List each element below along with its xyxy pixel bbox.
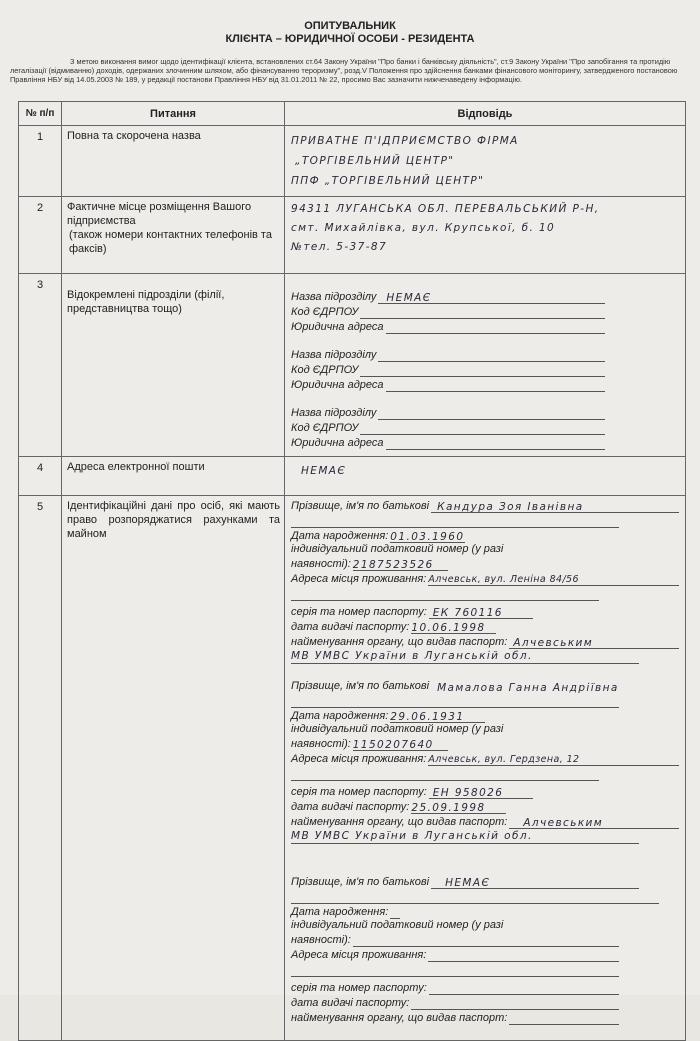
subdivision-address-field[interactable] xyxy=(386,437,605,450)
authorized-person xyxy=(291,678,679,844)
underline xyxy=(291,962,619,977)
table-row xyxy=(19,457,686,496)
subdivision-name-value[interactable]: НЕМАЄ xyxy=(378,291,605,304)
field-label: Назва підрозділу xyxy=(291,407,377,419)
person-dob-value[interactable]: 01.03.1960 xyxy=(390,531,465,543)
field-label: Назва підрозділу xyxy=(291,291,377,303)
person-passport-value[interactable]: ЕК 760116 xyxy=(429,606,533,619)
person-address-value[interactable]: Алчевськ, вул. Гердзена, 12 xyxy=(428,753,679,766)
field-label: Назва підрозділу xyxy=(291,349,377,361)
subdivision-code-field[interactable] xyxy=(360,306,605,319)
row-number: 2 xyxy=(19,197,62,274)
question-text: Адреса електронної пошти xyxy=(62,457,285,496)
field-label: Прізвище, ім'я по батькові xyxy=(291,876,430,888)
underline xyxy=(291,766,599,781)
field-label: дата видачі паспорту: xyxy=(291,801,410,813)
field-label: Юридична адреса xyxy=(291,379,384,391)
answer-line: „ТОРГІВЕЛЬНИЙ ЦЕНТР" xyxy=(295,155,455,167)
answer-line: 94311 ЛУГАНСЬКА ОБЛ. ПЕРЕВАЛЬСЬКИЙ Р-Н, xyxy=(291,203,600,215)
field-label: Прізвище, ім'я по батькові xyxy=(291,680,430,692)
subdivision-block xyxy=(291,405,605,450)
answer-line: смт. Михайлівка, вул. Крупської, б. 10 xyxy=(291,222,556,234)
header-answer: Відповідь xyxy=(285,102,686,126)
person-dob-field[interactable] xyxy=(390,906,400,919)
subdivision-address-field[interactable] xyxy=(386,379,605,392)
field-label: наявності): xyxy=(291,738,351,750)
row-number: 1 xyxy=(19,126,62,197)
answer-cell xyxy=(285,496,686,1041)
person-issue-date-field[interactable] xyxy=(411,997,619,1010)
person-address-value[interactable]: Алчевськ, вул. Леніна 84/56 xyxy=(428,573,679,586)
field-label: Дата народження: xyxy=(291,710,389,722)
answer-cell xyxy=(285,126,686,197)
row-number: 3 xyxy=(19,274,62,457)
question-text: Ідентифікаційні дані про осіб, які мають право розпоряджатися рахунками та майном xyxy=(62,496,285,1041)
field-label: найменування органу, що видав паспорт: xyxy=(291,816,508,828)
field-label: Адреса місця проживання: xyxy=(291,573,427,585)
field-label: індивідуальний податковий номер (у разі xyxy=(291,723,504,735)
underline xyxy=(291,586,599,601)
person-name-value[interactable]: Мамалова Ганна Андріївна xyxy=(437,682,619,694)
answer-cell xyxy=(285,457,686,496)
intro-text xyxy=(10,57,692,84)
answer-line: ППФ „ТОРГІВЕЛЬНИЙ ЦЕНТР" xyxy=(291,175,485,187)
person-tax-field[interactable] xyxy=(353,934,619,947)
table-row xyxy=(19,126,686,197)
person-issuer-line2[interactable]: МВ УМВС України в Луганській обл. xyxy=(291,649,639,664)
table-row xyxy=(19,496,686,1041)
subdivision-name-field[interactable] xyxy=(378,407,605,420)
table-header-row xyxy=(19,102,686,126)
subdivision-address-field[interactable] xyxy=(386,321,605,334)
field-label: Код ЄДРПОУ xyxy=(291,422,359,434)
row-number: 4 xyxy=(19,457,62,496)
field-label: Дата народження: xyxy=(291,530,389,542)
person-issue-date-value[interactable]: 10.06.1998 xyxy=(411,621,496,634)
person-name-value[interactable]: НЕМАЄ xyxy=(431,876,639,889)
person-tax-value[interactable]: 2187523526 xyxy=(353,558,448,571)
email-answer: НЕМАЄ xyxy=(301,465,347,477)
field-label: серія та номер паспорту: xyxy=(291,606,427,618)
row-number: 5 xyxy=(19,496,62,1041)
field-label: найменування органу, що видав паспорт: xyxy=(291,1012,508,1024)
field-label: наявності): xyxy=(291,558,351,570)
table-row xyxy=(19,274,686,457)
question-text: Фактичне місце розміщення Вашого підприємства xyxy=(67,201,252,227)
underline xyxy=(291,693,619,708)
header-question: Питання xyxy=(62,102,285,126)
field-label: Адреса місця проживання: xyxy=(291,949,427,961)
question-text: Повна та скорочена назва xyxy=(62,126,285,197)
answer-cell xyxy=(285,274,686,457)
person-dob-value[interactable]: 29.06.1931 xyxy=(390,710,485,723)
field-label: Код ЄДРПОУ xyxy=(291,306,359,318)
field-label: індивідуальний податковий номер (у разі xyxy=(291,543,504,555)
field-label: серія та номер паспорту: xyxy=(291,786,427,798)
field-label: серія та номер паспорту: xyxy=(291,982,427,994)
person-name-value[interactable]: Кандура Зоя Іванівна xyxy=(431,500,679,513)
underline xyxy=(291,513,619,528)
field-label: дата видачі паспорту: xyxy=(291,621,410,633)
person-issuer-value[interactable]: Алчевським xyxy=(509,636,679,649)
question-note: (також номери контактних телефонів та факсів) xyxy=(69,229,272,255)
question-cell xyxy=(62,197,285,274)
question-text: Відокремлені підрозділи (філії, представництва тощо) xyxy=(62,274,285,457)
person-issue-date-value[interactable]: 25.09.1998 xyxy=(411,801,506,814)
answer-line: ПРИВАТНЕ П'ІДПРИЄМСТВО ФІРМА xyxy=(291,135,519,147)
field-label: Прізвище, ім'я по батькові xyxy=(291,500,430,512)
person-passport-field[interactable] xyxy=(429,982,619,995)
person-issuer-field[interactable] xyxy=(509,1012,619,1025)
field-label: наявності): xyxy=(291,934,351,946)
title-line-1: ОПИТУВАЛЬНИК xyxy=(304,20,396,32)
underline xyxy=(291,889,659,904)
intro-paragraph: З метою виконання вимог щодо ідентифікації клієнта, встановлених ст.64 Закону України "Про банки і банківську діяльність", ст.9 Закону України "Про запобігання та протидію легалізації (відмиванню) доходів, одержаних злочинним шляхом, або фінансуванню тероризму", розд.V Положення про здійснення банками фінансового моніторингу, затвердженого постановою Правління НБУ від 14.05.2003 № 189, у редакції постанови Правління НБУ від 31.01.2011 № 22, просимо Вас зазначити нижченаведену інформацію. xyxy=(10,57,678,84)
person-issuer-value[interactable]: Алчевським xyxy=(509,816,679,829)
subdivision-code-field[interactable] xyxy=(360,364,605,377)
field-label: Юридична адреса xyxy=(291,437,384,449)
answer-line: №тел. 5-37-87 xyxy=(291,241,388,253)
authorized-person xyxy=(291,498,679,664)
person-tax-value[interactable]: 1150207640 xyxy=(353,738,448,751)
person-address-field[interactable] xyxy=(428,949,619,962)
field-label: індивідуальний податковий номер (у разі xyxy=(291,919,504,931)
answer-cell xyxy=(285,197,686,274)
subdivision-name-field[interactable] xyxy=(378,349,605,362)
field-label: найменування органу, що видав паспорт: xyxy=(291,636,508,648)
field-label: дата видачі паспорту: xyxy=(291,997,410,1009)
field-label: Юридична адреса xyxy=(291,321,384,333)
person-passport-value[interactable]: ЕН 958026 xyxy=(429,786,533,799)
title-line-2: КЛІЄНТА – ЮРИДИЧНОЇ ОСОБИ - РЕЗИДЕНТА xyxy=(225,33,475,45)
questionnaire-table xyxy=(18,101,686,1041)
subdivision-code-field[interactable] xyxy=(360,422,605,435)
field-label: Адреса місця проживання: xyxy=(291,753,427,765)
field-label: Код ЄДРПОУ xyxy=(291,364,359,376)
document-title xyxy=(0,20,700,46)
subdivision-block xyxy=(291,289,605,334)
header-no: № п/п xyxy=(19,102,62,126)
person-issuer-line2[interactable]: МВ УМВС України в Луганській обл. xyxy=(291,829,639,844)
subdivision-block xyxy=(291,347,605,392)
table-row xyxy=(19,197,686,274)
authorized-person xyxy=(291,874,679,1025)
field-label: Дата народження: xyxy=(291,906,389,918)
